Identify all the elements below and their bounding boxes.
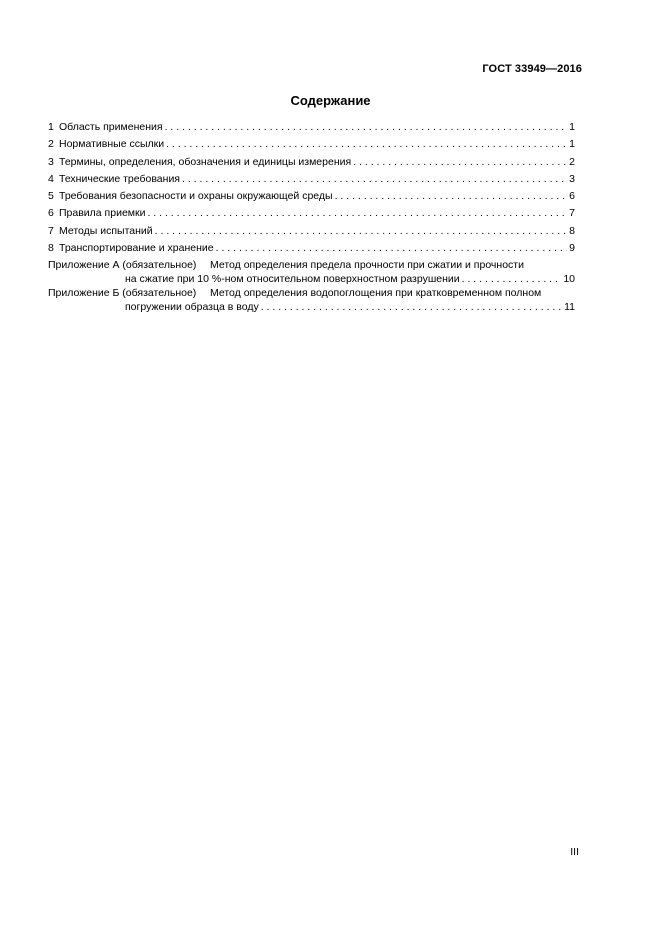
toc-item-page: 7 bbox=[569, 207, 575, 220]
toc-item[interactable] bbox=[48, 172, 575, 189]
toc-item-title: Транспортирование и хранение bbox=[59, 242, 214, 255]
appendix-label: Приложение Б (обязательное) bbox=[48, 287, 197, 300]
appendix-label: Приложение А (обязательное) bbox=[48, 259, 197, 272]
toc-appendix-a[interactable] bbox=[48, 258, 575, 286]
toc-item[interactable] bbox=[48, 137, 575, 154]
toc-appendix-b[interactable] bbox=[48, 286, 575, 314]
toc-item-title: Требования безопасности и охраны окружающей среды bbox=[59, 190, 333, 203]
dot-leader bbox=[261, 300, 562, 314]
toc-item-page: 3 bbox=[569, 172, 575, 185]
toc-item-title: Нормативные ссылки bbox=[59, 138, 165, 151]
toc-item-page: 1 bbox=[569, 138, 575, 151]
toc-item[interactable] bbox=[48, 155, 575, 172]
toc-item-page: 1 bbox=[569, 121, 575, 133]
toc-item-page: 2 bbox=[569, 155, 575, 168]
dot-leader bbox=[216, 241, 568, 255]
dot-leader bbox=[335, 189, 568, 203]
toc-title: Содержание bbox=[290, 93, 371, 108]
toc-item-title: Технические требования bbox=[59, 172, 180, 185]
toc-item-number: 2 bbox=[48, 138, 54, 151]
toc-item-number: 5 bbox=[48, 190, 54, 203]
appendix-title-line1: Метод определения водопоглощения при кратковременном полном bbox=[210, 287, 542, 300]
dot-leader bbox=[182, 172, 567, 186]
toc-item-title: Методы испытаний bbox=[59, 224, 153, 237]
dot-leader bbox=[353, 155, 567, 169]
table-of-contents bbox=[48, 120, 575, 314]
toc-item-number: 1 bbox=[48, 121, 54, 133]
toc-item-page: 10 bbox=[563, 273, 575, 286]
toc-item-page: 11 bbox=[564, 301, 575, 314]
toc-item-number: 4 bbox=[48, 172, 54, 185]
toc-item[interactable] bbox=[48, 241, 575, 258]
toc-item-title: Область применения bbox=[59, 121, 163, 133]
toc-item-number: 8 bbox=[48, 242, 54, 255]
appendix-title-line1: Метод определения предела прочности при сжатии и прочности bbox=[210, 259, 524, 272]
toc-item[interactable] bbox=[48, 206, 575, 223]
toc-item[interactable] bbox=[48, 189, 575, 206]
toc-item-page: 9 bbox=[569, 242, 575, 255]
toc-item-title: Термины, определения, обозначения и единицы измерения bbox=[59, 155, 352, 168]
appendix-title-line2: погружении образца в воду bbox=[125, 301, 259, 314]
dot-leader bbox=[147, 206, 567, 220]
dot-leader bbox=[155, 224, 568, 238]
appendix-title-line2: на сжатие при 10 %-ном относительном поверхностном разрушении bbox=[125, 273, 460, 286]
toc-item-page: 6 bbox=[569, 190, 575, 203]
toc-item-title: Правила приемки bbox=[59, 207, 146, 220]
dot-leader bbox=[165, 120, 568, 134]
toc-item-number: 6 bbox=[48, 207, 54, 220]
dot-leader bbox=[166, 137, 567, 151]
toc-item-number: 3 bbox=[48, 155, 54, 168]
dot-leader bbox=[462, 272, 562, 286]
document-code: ГОСТ 33949—2016 bbox=[482, 63, 582, 75]
toc-item[interactable] bbox=[48, 224, 575, 241]
toc-item-page: 8 bbox=[569, 224, 575, 237]
page-number: III bbox=[570, 846, 579, 858]
toc-item-number: 7 bbox=[48, 224, 54, 237]
toc-item[interactable] bbox=[48, 120, 575, 137]
